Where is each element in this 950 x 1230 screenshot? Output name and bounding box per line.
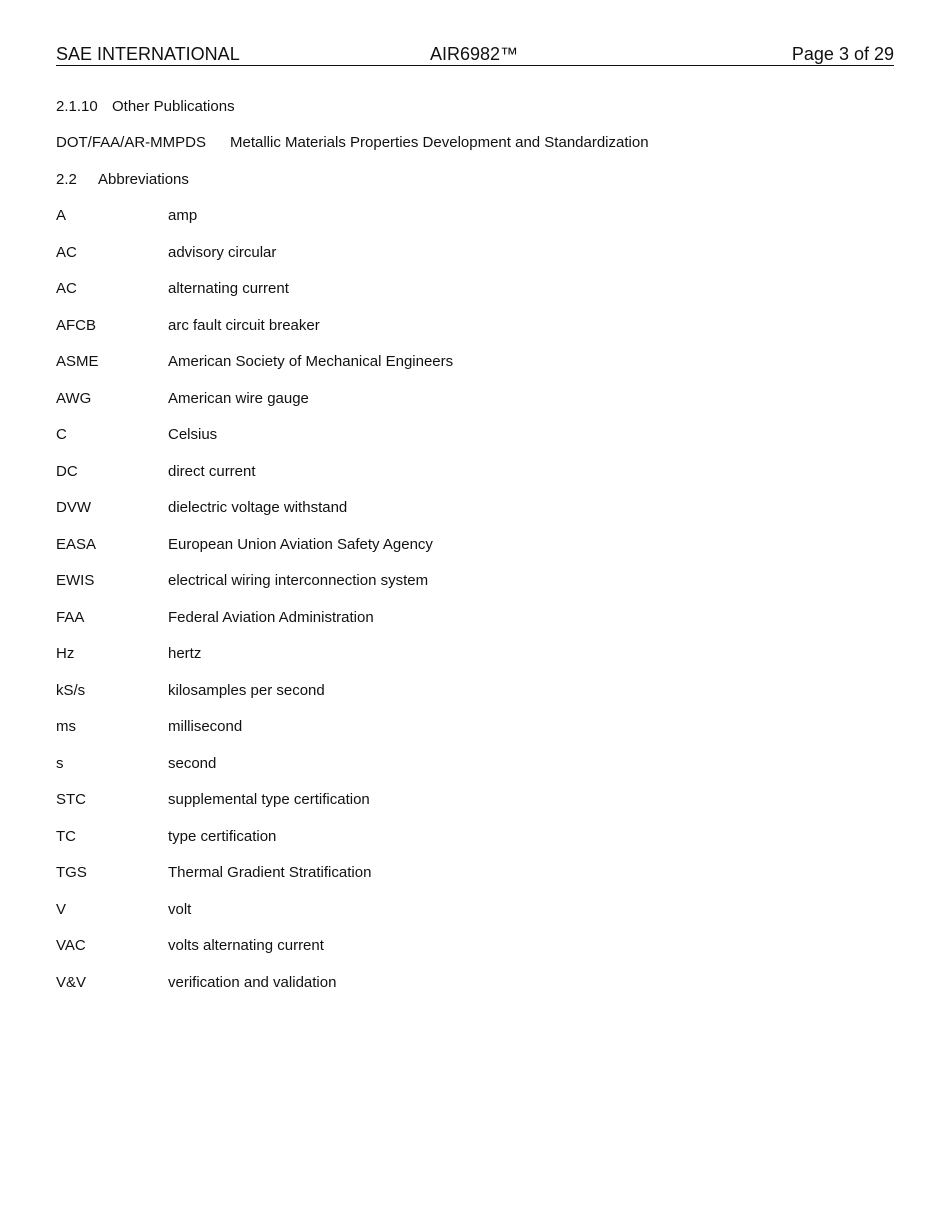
abbreviation-row xyxy=(56,280,289,298)
header-document-id: AIR6982™ xyxy=(430,44,519,64)
section-title: Abbreviations xyxy=(98,171,189,188)
header-organization: SAE INTERNATIONAL xyxy=(56,44,240,64)
abbreviation-term: s xyxy=(56,754,64,772)
abbreviation-row xyxy=(56,791,370,809)
abbreviation-row xyxy=(56,828,276,846)
abbreviation-term: EASA xyxy=(56,535,97,553)
abbreviation-term: DC xyxy=(56,462,78,480)
abbreviation-row xyxy=(56,572,428,590)
abbreviation-term: VAC xyxy=(56,937,86,954)
abbreviation-definition: European Union Aviation Safety Agency xyxy=(168,535,433,553)
reference-entry xyxy=(56,134,649,152)
abbreviation-row xyxy=(56,755,216,773)
abbreviation-definition: type certification xyxy=(168,827,277,845)
abbreviation-term: DVW xyxy=(56,499,91,516)
abbreviation-term: V xyxy=(56,900,67,918)
abbreviation-term: A xyxy=(56,207,67,224)
abbreviation-row xyxy=(56,353,453,371)
abbreviation-definition: Thermal Gradient Stratification xyxy=(168,864,372,881)
reference-title: Metallic Materials Properties Development and Standardization xyxy=(230,134,649,151)
abbreviation-row xyxy=(56,426,217,444)
abbreviation-definition: Federal Aviation Administration xyxy=(168,608,374,626)
abbreviation-definition: alternating current xyxy=(168,280,289,297)
abbreviation-definition: hertz xyxy=(168,645,202,662)
abbreviation-row xyxy=(56,390,309,408)
abbreviation-row xyxy=(56,609,374,627)
abbreviation-term: ASME xyxy=(56,353,99,370)
abbreviation-term: AFCB xyxy=(56,316,97,334)
abbreviation-term: AC xyxy=(56,243,77,261)
section-heading-abbreviations xyxy=(56,171,189,189)
abbreviation-definition: verification and validation xyxy=(168,973,337,991)
abbreviation-term: ms xyxy=(56,718,76,735)
abbreviation-definition: millisecond xyxy=(168,718,243,735)
abbreviation-term: C xyxy=(56,426,67,443)
abbreviation-term: V&V xyxy=(56,973,87,991)
abbreviation-definition: direct current xyxy=(168,462,256,480)
header-page-number: Page 3 of 29 xyxy=(791,44,894,64)
abbreviation-term: kS/s xyxy=(56,681,86,699)
abbreviation-term: AC xyxy=(56,280,77,297)
abbreviation-definition: supplemental type certification xyxy=(168,791,370,808)
abbreviation-definition: advisory circular xyxy=(168,243,277,261)
abbreviation-row xyxy=(56,901,191,919)
abbreviation-definition: Celsius xyxy=(168,426,218,443)
abbreviation-row xyxy=(56,536,433,554)
abbreviation-definition: kilosamples per second xyxy=(168,681,325,699)
section-heading-other-publications xyxy=(56,98,235,116)
abbreviation-term: Hz xyxy=(56,645,75,662)
abbreviation-row xyxy=(56,499,347,517)
abbreviation-row xyxy=(56,682,325,700)
page-header xyxy=(56,43,894,66)
abbreviation-definition: second xyxy=(168,754,217,772)
abbreviation-row xyxy=(56,463,256,481)
abbreviation-row xyxy=(56,974,336,992)
abbreviation-term: STC xyxy=(56,791,86,808)
abbreviation-term: AWG xyxy=(56,389,92,407)
section-number: 2.2 xyxy=(56,171,77,188)
abbreviation-definition: dielectric voltage withstand xyxy=(168,499,348,516)
abbreviation-term: TC xyxy=(56,827,76,845)
abbreviation-row xyxy=(56,937,324,955)
abbreviation-definition: electrical wiring interconnection system xyxy=(168,572,429,589)
abbreviation-definition: American wire gauge xyxy=(168,389,309,407)
abbreviation-term: FAA xyxy=(56,608,85,626)
abbreviation-definition: amp xyxy=(168,207,198,224)
abbreviation-row xyxy=(56,645,201,663)
abbreviation-row xyxy=(56,718,242,736)
abbreviation-definition: American Society of Mechanical Engineers xyxy=(168,353,454,370)
abbreviation-definition: volt xyxy=(168,900,192,918)
abbreviation-definition: volts alternating current xyxy=(168,937,324,954)
abbreviation-row xyxy=(56,864,371,882)
section-number: 2.1.10 xyxy=(56,98,98,115)
reference-code: DOT/FAA/AR-MMPDS xyxy=(56,134,207,151)
abbreviation-row xyxy=(56,244,276,262)
abbreviation-row xyxy=(56,207,197,225)
abbreviation-definition: arc fault circuit breaker xyxy=(168,316,320,334)
abbreviation-term: TGS xyxy=(56,864,87,881)
abbreviation-row xyxy=(56,317,320,335)
section-title: Other Publications xyxy=(112,98,235,115)
abbreviation-term: EWIS xyxy=(56,572,95,589)
